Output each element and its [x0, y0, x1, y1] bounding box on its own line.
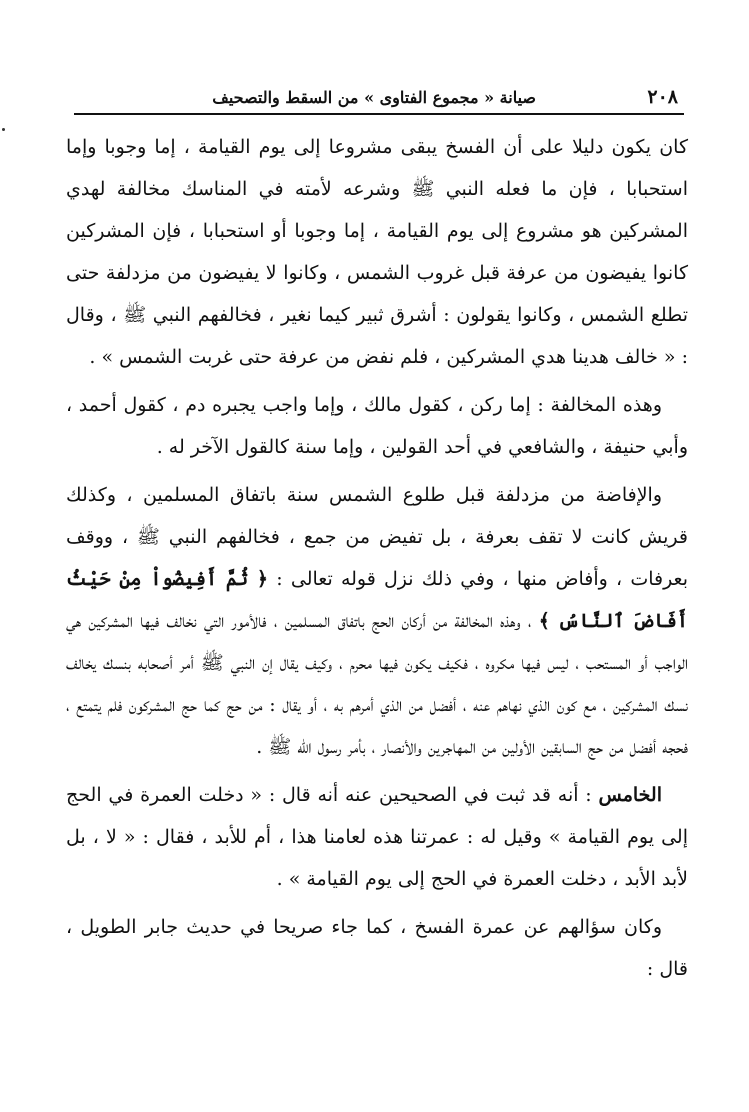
- margin-dot: [2, 128, 5, 131]
- paragraph-3: [66, 474, 688, 768]
- paragraph-3-text-before-verse: والإفاضة من مزدلفة قبل طلوع الشمس سنة باتفاق المسلمين ، وكذلك قريش كانت لا تقف بعرفة ، بل تفيض من جمع ، فخالفهم النبي ﷺ ، ووقف بعرفات ، وأفاض منها ، وفي ذلك نزل قوله تعالى :: [66, 484, 689, 590]
- paragraph-2: وهذه المخالفة : إما ركن ، كقول مالك ، وإما واجب يجبره دم ، كقول أحمد ، وأبي حنيفة ، والشافعي في أحد القولين ، وإما سنة كالقول الآخر له .: [66, 394, 688, 458]
- body-text: [66, 126, 688, 990]
- page-header: [74, 84, 684, 114]
- quran-verse: ﴿ ثُمَّ أَفِيضُواْ مِنْ حَيْثُ أَفَاضَ ٱلنَّاسُ ﴾: [66, 568, 688, 632]
- paragraph-5: وكان سؤالهم عن عمرة الفسخ ، كما جاء صريحا في حديث جابر الطويل ، قال :: [66, 916, 688, 980]
- paragraph-4: [66, 774, 688, 900]
- paragraph-4-text: : أنه قد ثبت في الصحيحين عنه أنه قال : « دخلت العمرة في الحج إلى يوم القيامة » وقيل له : عمرتنا هذه لعامنا هذا ، أم للأبد ، فقال : « لا ، بل لأبد الأبد ، دخلت العمرة في الحج إلى يوم القيامة » .: [66, 784, 688, 890]
- paragraph-3-text-after-verse: ، وهذه المخالفة من أركان الحج باتفاق المسلمين ، فالأمور التي نخالف فيها المشركين هي الواجب أو المستحب ، ليس فيها مكروه ، فكيف يكون فيها محرم ، وكيف يقال إن النبي ﷺ أمر أصحابه بنسك يخالف نسك المشركين ، مع كون الذي نهاهم عنه ، أفضل من الذي أمرهم به ، أو يقال : من حج كما حج المشركون فلم يتمتع ، فحجه أفضل من حج السابقين الأولين من المهاجرين والأنصار ، بأمر رسول الله ﷺ .: [66, 610, 688, 758]
- paragraph-4-lead: الخامس: [598, 784, 662, 806]
- page-number: ٢٠٨: [647, 86, 678, 108]
- paragraph-1: كان يكون دليلا على أن الفسخ يبقى مشروعا إلى يوم القيامة ، إما وجوبا وإما استحبابا ، فإن ما فعله النبي ﷺ وشرعه لأمته في المناسك مخالفة لهدي المشركين هو مشروع إلى يوم القيامة ، إما وجوبا أو استحبابا ، فإن المشركين كانوا يفيضون من عرفة قبل غروب الشمس ، وكانوا لا يفيضون من مزدلفة حتى تطلع الشمس ، وكانوا يقولون : أشرق ثبير كيما نغير ، فخالفهم النبي ﷺ ، وقال : « خالف هدينا هدي المشركين ، فلم نفض من عرفة حتى غربت الشمس » .: [66, 136, 688, 368]
- header-rule: [74, 113, 684, 115]
- running-title: صيانة « مجموع الفتاوى » من السقط والتصحيف: [212, 88, 536, 107]
